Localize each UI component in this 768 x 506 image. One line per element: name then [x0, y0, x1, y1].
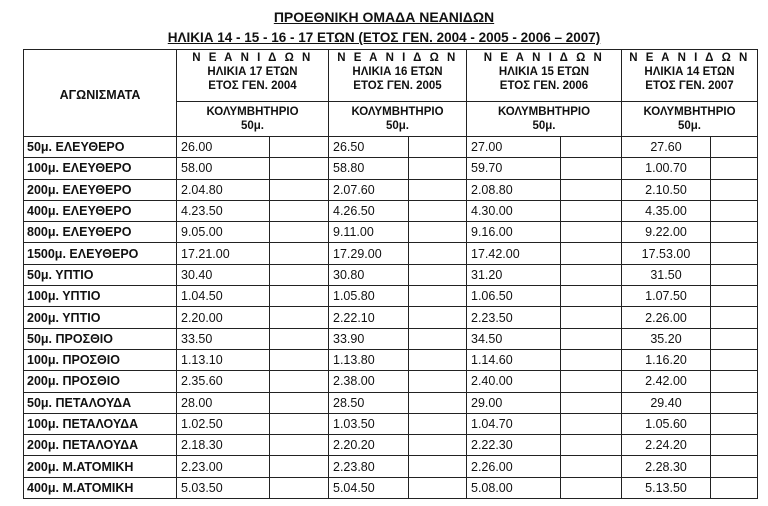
event-name: 100μ. ΕΛΕΥΘΕΡΟ: [24, 158, 177, 179]
blank-cell: [270, 435, 329, 456]
qualifying-time: 1.13.80: [329, 349, 409, 370]
blank-cell: [409, 137, 467, 158]
qualifying-time: 2.23.80: [329, 456, 409, 477]
qualifying-time: 33.90: [329, 328, 409, 349]
blank-cell: [409, 371, 467, 392]
qualifying-time: 2.20.00: [177, 307, 270, 328]
qualifying-time: 2.04.80: [177, 179, 270, 200]
blank-cell: [270, 158, 329, 179]
qualifying-time: 17.42.00: [467, 243, 561, 264]
qualifying-time: 34.50: [467, 328, 561, 349]
blank-cell: [561, 137, 622, 158]
table-row: [24, 371, 758, 392]
header-age: ΗΛΙΚΙΑ 14 ΕΤΩΝ: [644, 66, 735, 78]
blank-cell: [561, 243, 622, 264]
qualifying-time: 9.05.00: [177, 222, 270, 243]
qualifying-time: 4.26.50: [329, 200, 409, 221]
blank-cell: [270, 243, 329, 264]
pool-header: [622, 102, 758, 137]
event-name: 50μ. ΥΠΤΙΟ: [24, 264, 177, 285]
qualifying-time: 2.24.20: [622, 435, 711, 456]
blank-cell: [561, 435, 622, 456]
blank-cell: [561, 307, 622, 328]
event-name: 100μ. ΠΡΟΣΘΙΟ: [24, 349, 177, 370]
qualifying-time: 1.06.50: [467, 286, 561, 307]
qualifying-time: 1.16.20: [622, 349, 711, 370]
blank-cell: [711, 413, 758, 434]
qualifying-time: 2.22.10: [329, 307, 409, 328]
blank-cell: [561, 179, 622, 200]
qualifying-time: 29.40: [622, 392, 711, 413]
qualifying-time: 1.02.50: [177, 413, 270, 434]
qualifying-time: 35.20: [622, 328, 711, 349]
header-year: ΕΤΟΣ ΓΕΝ. 2005: [353, 80, 442, 92]
blank-cell: [711, 137, 758, 158]
qualifying-time: 2.40.00: [467, 371, 561, 392]
blank-cell: [270, 456, 329, 477]
header-pool-len: 50μ.: [385, 120, 410, 132]
header-pool: ΚΟΛΥΜΒΗΤΗΡΙΟ: [497, 106, 591, 118]
table-row: [24, 477, 758, 498]
blank-cell: [409, 456, 467, 477]
qualifying-time: 5.04.50: [329, 477, 409, 498]
table-row: [24, 222, 758, 243]
qualifying-time: 28.50: [329, 392, 409, 413]
blank-cell: [561, 371, 622, 392]
qualifying-time: 1.00.70: [622, 158, 711, 179]
event-name: 1500μ. ΕΛΕΥΘΕΡΟ: [24, 243, 177, 264]
qualifying-time: 30.40: [177, 264, 270, 285]
table-row: [24, 286, 758, 307]
blank-cell: [270, 137, 329, 158]
pool-header: [467, 102, 622, 137]
table-row: [24, 179, 758, 200]
blank-cell: [270, 349, 329, 370]
qualifying-time: 59.70: [467, 158, 561, 179]
qualifying-time: 26.50: [329, 137, 409, 158]
qualifying-time: 58.00: [177, 158, 270, 179]
blank-cell: [270, 222, 329, 243]
blank-cell: [409, 392, 467, 413]
qualifying-time: 2.23.50: [467, 307, 561, 328]
header-year: ΕΤΟΣ ΓΕΝ. 2007: [645, 80, 734, 92]
table-row: [24, 243, 758, 264]
qualifying-time: 26.00: [177, 137, 270, 158]
qualifying-time: 2.23.00: [177, 456, 270, 477]
blank-cell: [270, 286, 329, 307]
header-group: Ν Ε Α Ν Ι Δ Ω Ν: [192, 52, 313, 64]
event-name: 50μ. ΠΡΟΣΘΙΟ: [24, 328, 177, 349]
blank-cell: [561, 392, 622, 413]
qualifying-time: 31.20: [467, 264, 561, 285]
qualifying-time: 17.29.00: [329, 243, 409, 264]
qualifying-time: 2.42.00: [622, 371, 711, 392]
blank-cell: [711, 179, 758, 200]
blank-cell: [711, 243, 758, 264]
qualifying-time: 28.00: [177, 392, 270, 413]
qualifying-time: 1.04.70: [467, 413, 561, 434]
qualifying-time: 27.60: [622, 137, 711, 158]
qualifying-time: 2.26.00: [622, 307, 711, 328]
blank-cell: [561, 286, 622, 307]
blank-cell: [561, 158, 622, 179]
event-name: 400μ. ΕΛΕΥΘΕΡΟ: [24, 200, 177, 221]
blank-cell: [270, 200, 329, 221]
qualifying-time: 2.07.60: [329, 179, 409, 200]
blank-cell: [270, 371, 329, 392]
blank-cell: [270, 307, 329, 328]
events-column-header: ΑΓΩΝΙΣΜΑΤΑ: [24, 50, 177, 137]
qualifying-time: 2.35.60: [177, 371, 270, 392]
header-year: ΕΤΟΣ ΓΕΝ. 2004: [208, 80, 297, 92]
age-group-header: [329, 50, 467, 102]
qualifying-time: 58.80: [329, 158, 409, 179]
qualifying-time: 4.23.50: [177, 200, 270, 221]
qualifying-time: 1.07.50: [622, 286, 711, 307]
event-name: 50μ. ΠΕΤΑΛΟΥΔΑ: [24, 392, 177, 413]
blank-cell: [711, 264, 758, 285]
blank-cell: [711, 349, 758, 370]
table-row: [24, 349, 758, 370]
table-row: [24, 413, 758, 434]
qualifying-time: 2.22.30: [467, 435, 561, 456]
header-group: Ν Ε Α Ν Ι Δ Ω Ν: [337, 52, 458, 64]
event-name: 200μ. Μ.ΑΤΟΜΙΚΗ: [24, 456, 177, 477]
header-pool-len: 50μ.: [677, 120, 702, 132]
qualifying-time: 2.20.20: [329, 435, 409, 456]
blank-cell: [270, 179, 329, 200]
qualifying-time: 9.11.00: [329, 222, 409, 243]
qualifying-time: 5.08.00: [467, 477, 561, 498]
blank-cell: [711, 371, 758, 392]
blank-cell: [561, 200, 622, 221]
qualifying-time: 33.50: [177, 328, 270, 349]
blank-cell: [409, 328, 467, 349]
blank-cell: [270, 328, 329, 349]
qualifying-time: 2.38.00: [329, 371, 409, 392]
blank-cell: [270, 477, 329, 498]
qualifying-time: 30.80: [329, 264, 409, 285]
blank-cell: [270, 392, 329, 413]
qualifying-time: 1.14.60: [467, 349, 561, 370]
blank-cell: [409, 264, 467, 285]
blank-cell: [711, 200, 758, 221]
event-name: 800μ. ΕΛΕΥΘΕΡΟ: [24, 222, 177, 243]
blank-cell: [711, 222, 758, 243]
blank-cell: [409, 158, 467, 179]
qualifying-time: 17.21.00: [177, 243, 270, 264]
table-row: [24, 392, 758, 413]
qualifying-time: 2.26.00: [467, 456, 561, 477]
qualifying-time: 5.13.50: [622, 477, 711, 498]
document-title: ΠΡΟΕΘΝΙΚΗ ΟΜΑΔΑ ΝΕΑΝΙΔΩΝ: [273, 9, 495, 25]
blank-cell: [711, 477, 758, 498]
qualifying-time: 2.18.30: [177, 435, 270, 456]
blank-cell: [561, 222, 622, 243]
header-pool: ΚΟΛΥΜΒΗΤΗΡΙΟ: [206, 106, 299, 118]
qualifying-time: 1.05.80: [329, 286, 409, 307]
header-group: Ν Ε Α Ν Ι Δ Ω Ν: [629, 52, 750, 64]
blank-cell: [711, 286, 758, 307]
qualifying-time: 5.03.50: [177, 477, 270, 498]
qualifying-time: 1.05.60: [622, 413, 711, 434]
qualifying-time: 1.04.50: [177, 286, 270, 307]
blank-cell: [409, 222, 467, 243]
header-pool: ΚΟΛΥΜΒΗΤΗΡΙΟ: [351, 106, 444, 118]
event-name: 50μ. ΕΛΕΥΘΕΡΟ: [24, 137, 177, 158]
pool-header: [329, 102, 467, 137]
time-standards-table: [23, 49, 758, 499]
blank-cell: [409, 435, 467, 456]
table-row: [24, 456, 758, 477]
age-group-header: [467, 50, 622, 102]
document-subtitle: ΗΛΙΚΙΑ 14 - 15 - 16 - 17 ΕΤΩΝ (ΕΤΟΣ ΓΕΝ. 2004 - 2005 - 2006 – 2007): [167, 30, 601, 45]
qualifying-time: 4.30.00: [467, 200, 561, 221]
blank-cell: [561, 328, 622, 349]
header-pool-len: 50μ.: [240, 120, 265, 132]
event-name: 100μ. ΥΠΤΙΟ: [24, 286, 177, 307]
blank-cell: [270, 264, 329, 285]
blank-cell: [711, 456, 758, 477]
blank-cell: [711, 392, 758, 413]
qualifying-time: 9.22.00: [622, 222, 711, 243]
qualifying-time: 1.13.10: [177, 349, 270, 370]
blank-cell: [409, 286, 467, 307]
event-name: 200μ. ΠΡΟΣΘΙΟ: [24, 371, 177, 392]
table-row: [24, 307, 758, 328]
pool-header: [177, 102, 329, 137]
header-age: ΗΛΙΚΙΑ 17 ΕΤΩΝ: [207, 66, 298, 78]
blank-cell: [409, 243, 467, 264]
blank-cell: [561, 456, 622, 477]
table-row: [24, 158, 758, 179]
header-pool-len: 50μ.: [532, 120, 556, 132]
qualifying-time: 2.08.80: [467, 179, 561, 200]
header-age: ΗΛΙΚΙΑ 15 ΕΤΩΝ: [498, 66, 590, 78]
event-name: 100μ. ΠΕΤΑΛΟΥΔΑ: [24, 413, 177, 434]
blank-cell: [409, 413, 467, 434]
event-name: 200μ. ΠΕΤΑΛΟΥΔΑ: [24, 435, 177, 456]
event-name: 200μ. ΕΛΕΥΘΕΡΟ: [24, 179, 177, 200]
blank-cell: [561, 413, 622, 434]
blank-cell: [409, 179, 467, 200]
header-pool: ΚΟΛΥΜΒΗΤΗΡΙΟ: [643, 106, 736, 118]
blank-cell: [711, 158, 758, 179]
header-group: Ν Ε Α Ν Ι Δ Ω Ν: [483, 52, 605, 64]
qualifying-time: 2.28.30: [622, 456, 711, 477]
qualifying-time: 9.16.00: [467, 222, 561, 243]
qualifying-time: 27.00: [467, 137, 561, 158]
blank-cell: [561, 477, 622, 498]
table-row: [24, 137, 758, 158]
blank-cell: [711, 435, 758, 456]
qualifying-time: 17.53.00: [622, 243, 711, 264]
header-year: ΕΤΟΣ ΓΕΝ. 2006: [499, 80, 589, 92]
table-row: [24, 328, 758, 349]
event-name: 200μ. ΥΠΤΙΟ: [24, 307, 177, 328]
table-row: [24, 435, 758, 456]
table-row: [24, 264, 758, 285]
blank-cell: [270, 413, 329, 434]
blank-cell: [711, 307, 758, 328]
table-row: [24, 200, 758, 221]
qualifying-time: 29.00: [467, 392, 561, 413]
age-group-header: [177, 50, 329, 102]
blank-cell: [561, 264, 622, 285]
qualifying-time: 1.03.50: [329, 413, 409, 434]
qualifying-time: 4.35.00: [622, 200, 711, 221]
age-group-header: [622, 50, 758, 102]
qualifying-time: 31.50: [622, 264, 711, 285]
blank-cell: [409, 307, 467, 328]
blank-cell: [561, 349, 622, 370]
header-age: ΗΛΙΚΙΑ 16 ΕΤΩΝ: [352, 66, 443, 78]
blank-cell: [409, 477, 467, 498]
qualifying-time: 2.10.50: [622, 179, 711, 200]
blank-cell: [711, 328, 758, 349]
blank-cell: [409, 349, 467, 370]
blank-cell: [409, 200, 467, 221]
event-name: 400μ. Μ.ΑΤΟΜΙΚΗ: [24, 477, 177, 498]
